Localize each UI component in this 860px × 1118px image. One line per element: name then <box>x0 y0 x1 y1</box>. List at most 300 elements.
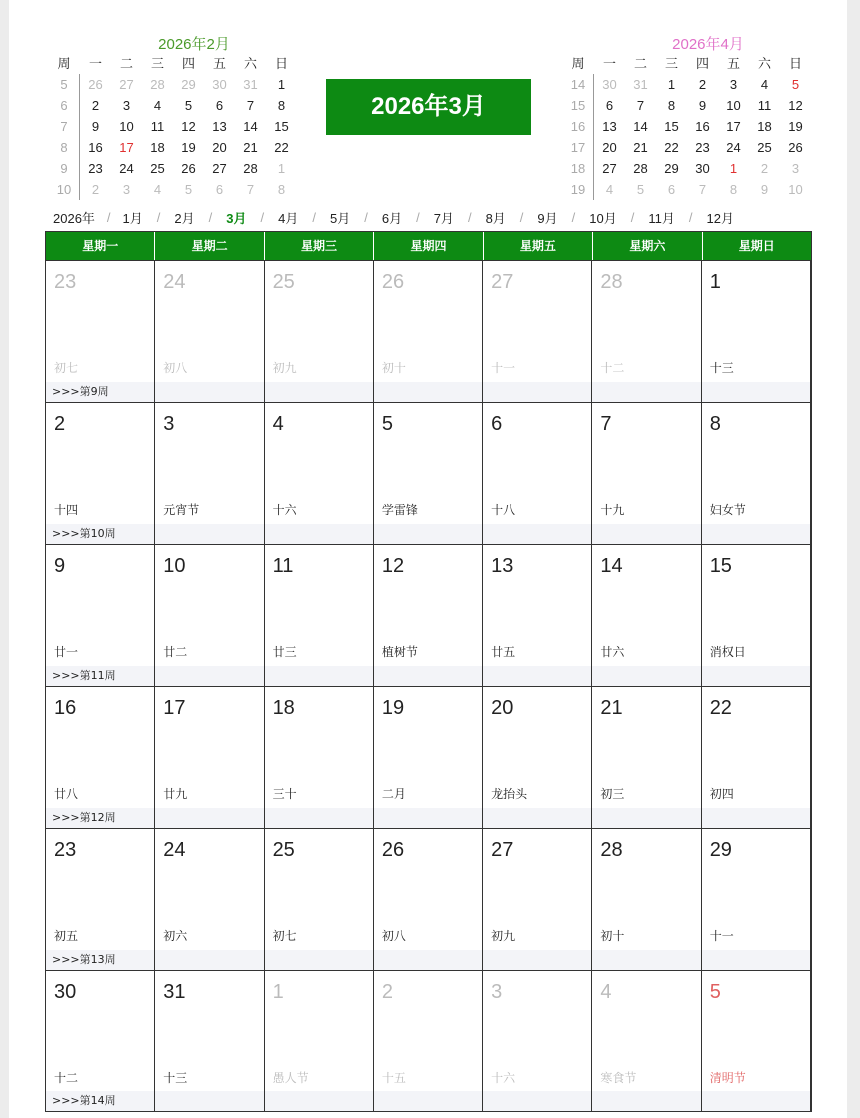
week-row <box>46 545 811 687</box>
mini-day[interactable]: 31 <box>243 77 258 92</box>
day-cell[interactable] <box>374 971 483 1111</box>
mini-day[interactable]: 29 <box>181 77 196 92</box>
day-cell[interactable] <box>592 687 701 828</box>
lunar-date: 初十 <box>600 929 625 943</box>
mini-week-row <box>563 158 811 179</box>
day-cell[interactable] <box>155 971 264 1111</box>
mini-weekday-label: 六 <box>243 56 257 71</box>
lunar-date: 廿一 <box>54 645 79 659</box>
day-cell[interactable] <box>46 687 155 828</box>
week-strip <box>265 382 373 402</box>
week-strip <box>592 950 700 970</box>
week-strip <box>265 666 373 686</box>
day-number: 31 <box>163 981 186 1003</box>
mini-day[interactable]: 21 <box>633 140 648 155</box>
day-cell[interactable] <box>702 687 811 828</box>
day-number: 22 <box>709 697 732 719</box>
lunar-date: 初十 <box>381 361 406 375</box>
month-calendar <box>45 231 812 1112</box>
day-cell[interactable] <box>483 687 592 828</box>
mini-calendar-prev-title[interactable]: 2026年2月 <box>158 36 230 53</box>
mini-day[interactable]: 9 <box>91 119 100 134</box>
mini-week-number: 9 <box>49 158 80 179</box>
day-cell[interactable] <box>46 829 155 970</box>
mini-week-number: 19 <box>563 179 594 200</box>
mini-day[interactable]: 7 <box>246 98 255 113</box>
lunar-date: 十三 <box>709 361 734 375</box>
mini-day[interactable]: 26 <box>788 140 803 155</box>
mini-week-number: 14 <box>563 74 594 95</box>
week-strip <box>155 524 263 544</box>
day-number: 3 <box>491 981 503 1003</box>
lunar-date: 廿八 <box>54 787 79 801</box>
day-cell[interactable] <box>46 545 155 686</box>
day-number: 20 <box>491 697 514 719</box>
mini-day[interactable]: 2 <box>698 77 707 92</box>
mini-day[interactable]: 10 <box>788 182 803 197</box>
day-cell[interactable] <box>702 971 811 1111</box>
mini-day[interactable]: 1 <box>277 77 286 92</box>
lunar-date: 三十 <box>272 787 297 801</box>
mini-day[interactable]: 16 <box>88 140 103 155</box>
mini-weekday-label: 一 <box>602 56 616 71</box>
day-number: 9 <box>54 555 66 577</box>
mini-day[interactable]: 28 <box>243 161 258 176</box>
day-cell[interactable] <box>265 687 374 828</box>
day-number: 8 <box>709 413 721 435</box>
mini-day[interactable]: 6 <box>215 98 224 113</box>
week-strip <box>592 1091 700 1111</box>
lunar-date: 廿二 <box>163 645 188 659</box>
mini-weekday-label: 日 <box>788 56 802 71</box>
month-navigation <box>53 207 813 227</box>
mini-weekday-label: 五 <box>726 56 740 71</box>
lunar-date: 初三 <box>600 787 625 801</box>
lunar-date: 消权日 <box>709 645 746 659</box>
mini-weekday-label: 二 <box>119 56 133 71</box>
day-number: 6 <box>491 413 503 435</box>
mini-week-row <box>563 74 811 95</box>
nav-month-link[interactable]: 11月 <box>648 210 675 226</box>
mini-day[interactable]: 4 <box>153 182 162 197</box>
weekday-header: 星期四 <box>374 232 483 260</box>
mini-day[interactable]: 21 <box>243 140 258 155</box>
lunar-date: 初八 <box>163 361 188 375</box>
week-strip <box>374 1091 482 1111</box>
lunar-date: 廿六 <box>600 645 625 659</box>
lunar-date: 十二 <box>54 1071 79 1085</box>
mini-weekday-label: 四 <box>695 56 709 71</box>
nav-separator: / <box>208 209 213 225</box>
mini-weekday-row <box>563 53 811 74</box>
nav-month-link[interactable]: 2月 <box>174 210 195 226</box>
day-cell[interactable] <box>265 545 374 686</box>
day-cell[interactable] <box>483 403 592 544</box>
mini-week-row <box>563 95 811 116</box>
day-number: 25 <box>272 839 295 861</box>
nav-separator: / <box>467 209 472 225</box>
mini-day[interactable]: 18 <box>150 140 165 155</box>
mini-week-row <box>49 158 297 179</box>
day-cell[interactable] <box>702 545 811 686</box>
day-cell[interactable] <box>483 971 592 1111</box>
day-number: 7 <box>600 413 612 435</box>
mini-day[interactable]: 6 <box>215 182 224 197</box>
lunar-date: 十六 <box>272 503 297 517</box>
mini-week-number: 7 <box>49 116 80 137</box>
week-strip <box>702 524 810 544</box>
week-strip <box>155 382 263 402</box>
mini-day[interactable]: 23 <box>695 140 710 155</box>
mini-day[interactable]: 27 <box>119 77 134 92</box>
lunar-date: 廿五 <box>491 645 516 659</box>
week-strip <box>374 524 482 544</box>
nav-month-link[interactable]: 7月 <box>433 210 454 226</box>
mini-day[interactable]: 3 <box>122 98 131 113</box>
mini-day[interactable]: 2 <box>91 98 100 113</box>
mini-day[interactable]: 17 <box>119 140 134 155</box>
week-number-label: >>>第10周 <box>52 527 116 540</box>
page-title: 2026年3月 <box>326 79 531 135</box>
week-number-label: >>>第12周 <box>52 811 116 824</box>
week-strip <box>155 950 263 970</box>
day-cell[interactable] <box>592 829 701 970</box>
lunar-date: 妇女节 <box>709 503 746 517</box>
mini-day[interactable]: 24 <box>119 161 134 176</box>
mini-weekday-label: 五 <box>212 56 226 71</box>
mini-day[interactable]: 8 <box>277 98 286 113</box>
mini-day[interactable]: 10 <box>119 119 134 134</box>
mini-day[interactable]: 11 <box>757 98 772 113</box>
mini-week-number: 6 <box>49 95 80 116</box>
mini-weekday-label: 六 <box>757 56 771 71</box>
week-row <box>46 971 811 1112</box>
mini-calendar-prev-grid <box>49 53 297 200</box>
mini-week-row <box>563 116 811 137</box>
day-number: 18 <box>272 697 295 719</box>
mini-weekday-label: 一 <box>88 56 102 71</box>
mini-day[interactable]: 12 <box>181 119 196 134</box>
day-cell[interactable] <box>265 403 374 544</box>
mini-day[interactable]: 4 <box>760 77 769 92</box>
mini-week-row <box>49 137 297 158</box>
nav-month-link[interactable]: 4月 <box>278 210 299 226</box>
mini-week-number: 10 <box>49 179 80 200</box>
mini-week-number: 17 <box>563 137 594 158</box>
day-cell[interactable] <box>702 403 811 544</box>
day-number: 1 <box>272 981 284 1003</box>
week-strip <box>265 524 373 544</box>
lunar-date: 十一 <box>491 361 516 375</box>
week-strip <box>483 382 591 402</box>
mini-weekday-label: 三 <box>664 56 678 71</box>
mini-day[interactable]: 22 <box>664 140 679 155</box>
mini-week-row <box>563 179 811 200</box>
week-strip <box>592 382 700 402</box>
mini-day[interactable]: 3 <box>791 161 800 176</box>
calendar-body <box>45 261 812 1112</box>
mini-day[interactable]: 18 <box>757 119 772 134</box>
lunar-date: 初五 <box>54 929 79 943</box>
mini-day[interactable]: 5 <box>791 77 800 92</box>
day-cell[interactable] <box>483 545 592 686</box>
mini-week-number: 8 <box>49 137 80 158</box>
mini-weekday-label: 三 <box>150 56 164 71</box>
mini-day[interactable]: 25 <box>150 161 165 176</box>
mini-day[interactable]: 26 <box>181 161 196 176</box>
day-number: 24 <box>163 271 186 293</box>
day-cell[interactable] <box>374 545 483 686</box>
mini-day[interactable]: 20 <box>212 140 227 155</box>
lunar-date: 廿三 <box>272 645 297 659</box>
day-cell[interactable] <box>592 261 701 402</box>
mini-day[interactable]: 15 <box>274 119 289 134</box>
mini-day[interactable]: 9 <box>760 182 769 197</box>
mini-day[interactable]: 1 <box>277 161 286 176</box>
week-number-label: >>>第13周 <box>52 953 116 966</box>
day-number: 27 <box>491 271 514 293</box>
mini-day[interactable]: 30 <box>602 77 617 92</box>
day-cell[interactable] <box>265 971 374 1111</box>
mini-day[interactable]: 7 <box>246 182 255 197</box>
mini-day[interactable]: 3 <box>122 182 131 197</box>
lunar-date: 二月 <box>381 787 406 801</box>
week-strip <box>702 808 810 828</box>
nav-separator: / <box>260 209 265 225</box>
nav-month-link[interactable]: 9月 <box>537 210 558 226</box>
week-strip <box>483 666 591 686</box>
day-number: 10 <box>163 555 186 577</box>
day-number: 29 <box>709 839 732 861</box>
mini-day[interactable]: 14 <box>243 119 258 134</box>
mini-day[interactable]: 5 <box>636 182 645 197</box>
weekday-header: 星期五 <box>484 232 593 260</box>
day-cell[interactable] <box>374 403 483 544</box>
mini-calendar-next-grid <box>563 53 811 200</box>
mini-day[interactable]: 10 <box>726 98 741 113</box>
week-strip <box>592 808 700 828</box>
calendar-page <box>9 0 847 1118</box>
mini-day[interactable]: 16 <box>695 119 710 134</box>
mini-day[interactable]: 19 <box>181 140 196 155</box>
day-cell[interactable] <box>46 403 155 544</box>
nav-year[interactable]: 2026年 <box>53 210 95 226</box>
day-cell[interactable] <box>265 829 374 970</box>
mini-day[interactable]: 1 <box>667 77 676 92</box>
nav-separator: / <box>106 209 111 225</box>
week-strip <box>483 950 591 970</box>
day-cell[interactable] <box>155 545 264 686</box>
mini-day[interactable]: 6 <box>605 98 614 113</box>
mini-day[interactable]: 23 <box>88 161 103 176</box>
lunar-date: 植树节 <box>381 645 418 659</box>
mini-week-number: 15 <box>563 95 594 116</box>
lunar-date: 龙抬头 <box>491 787 528 801</box>
lunar-date: 寒食节 <box>600 1071 637 1085</box>
mini-weekday-label: 日 <box>274 56 288 71</box>
day-number: 30 <box>54 981 77 1003</box>
mini-day[interactable]: 3 <box>729 77 738 92</box>
day-number: 26 <box>381 271 405 293</box>
mini-day[interactable]: 27 <box>602 161 617 176</box>
mini-day[interactable]: 30 <box>212 77 227 92</box>
nav-month-link[interactable]: 3月 <box>226 210 247 226</box>
day-number: 19 <box>381 697 405 719</box>
day-cell[interactable] <box>155 829 264 970</box>
day-cell[interactable] <box>592 971 701 1111</box>
mini-day[interactable]: 6 <box>667 182 676 197</box>
mini-day[interactable]: 2 <box>760 161 769 176</box>
day-cell[interactable] <box>155 261 264 402</box>
nav-month-link[interactable]: 5月 <box>329 210 351 226</box>
day-cell[interactable] <box>374 829 483 970</box>
mini-day[interactable]: 28 <box>633 161 648 176</box>
lunar-date: 元宵节 <box>163 503 200 517</box>
week-strip <box>155 1091 263 1111</box>
lunar-date: 十五 <box>381 1071 406 1085</box>
mini-day[interactable]: 20 <box>602 140 617 155</box>
week-number-label: >>>第9周 <box>52 385 109 398</box>
lunar-date: 廿九 <box>163 787 188 801</box>
mini-day[interactable]: 14 <box>633 119 648 134</box>
day-number: 21 <box>600 697 623 719</box>
day-number: 2 <box>54 413 66 435</box>
mini-weekday-row <box>49 53 297 74</box>
mini-day[interactable]: 13 <box>212 119 227 134</box>
day-number: 1 <box>709 271 721 293</box>
nav-month-link[interactable]: 12月 <box>706 210 734 226</box>
mini-day[interactable]: 8 <box>729 182 738 197</box>
day-cell[interactable] <box>265 261 374 402</box>
mini-day[interactable]: 8 <box>667 98 676 113</box>
week-strip <box>702 382 810 402</box>
mini-day[interactable]: 28 <box>150 77 165 92</box>
mini-day[interactable]: 29 <box>664 161 679 176</box>
mini-day[interactable]: 5 <box>184 182 193 197</box>
day-cell[interactable] <box>46 971 155 1111</box>
day-number: 28 <box>600 271 623 293</box>
day-number: 24 <box>163 839 186 861</box>
mini-week-row <box>49 95 297 116</box>
mini-day[interactable]: 26 <box>88 77 103 92</box>
mini-day[interactable]: 31 <box>633 77 648 92</box>
nav-month-link[interactable]: 6月 <box>381 210 403 226</box>
mini-week-number: 18 <box>563 158 594 179</box>
lunar-date: 十九 <box>600 503 625 517</box>
day-cell[interactable] <box>374 687 483 828</box>
day-cell[interactable] <box>155 403 264 544</box>
mini-day[interactable]: 13 <box>602 119 617 134</box>
day-number: 5 <box>709 981 721 1003</box>
week-strip <box>483 808 591 828</box>
weekday-header: 星期六 <box>593 232 702 260</box>
nav-month-link[interactable]: 10月 <box>589 210 617 226</box>
day-number: 27 <box>491 839 514 861</box>
mini-calendar-next-title[interactable]: 2026年4月 <box>672 36 744 53</box>
day-cell[interactable] <box>374 261 483 402</box>
mini-day[interactable]: 22 <box>274 140 289 155</box>
week-strip <box>702 950 810 970</box>
week-strip <box>483 524 591 544</box>
week-strip <box>702 1091 810 1111</box>
lunar-date: 初九 <box>491 929 516 943</box>
mini-day[interactable]: 7 <box>636 98 645 113</box>
lunar-date: 十八 <box>491 503 516 517</box>
mini-week-row <box>563 137 811 158</box>
week-number-label: >>>第14周 <box>52 1094 116 1107</box>
mini-day[interactable]: 9 <box>698 98 707 113</box>
mini-day[interactable]: 19 <box>788 119 803 134</box>
mini-day[interactable]: 11 <box>150 119 165 134</box>
week-row <box>46 403 811 545</box>
mini-day[interactable]: 24 <box>726 140 741 155</box>
lunar-date: 初六 <box>163 929 188 943</box>
day-cell[interactable] <box>483 829 592 970</box>
lunar-date: 初九 <box>272 361 297 375</box>
lunar-date: 十一 <box>709 929 734 943</box>
mini-day[interactable]: 4 <box>605 182 614 197</box>
day-cell[interactable] <box>702 829 811 970</box>
nav-separator: / <box>688 209 693 225</box>
day-cell[interactable] <box>483 261 592 402</box>
nav-separator: / <box>519 209 524 225</box>
week-strip <box>155 808 263 828</box>
lunar-date: 初七 <box>54 361 79 375</box>
day-cell[interactable] <box>702 261 811 402</box>
day-number: 17 <box>163 697 186 719</box>
lunar-date: 清明节 <box>709 1071 746 1085</box>
day-cell[interactable] <box>155 687 264 828</box>
week-strip <box>374 808 482 828</box>
mini-day[interactable]: 25 <box>757 140 772 155</box>
week-strip <box>265 1091 373 1111</box>
mini-day[interactable]: 2 <box>91 182 100 197</box>
mini-day[interactable]: 27 <box>212 161 227 176</box>
mini-day[interactable]: 17 <box>726 119 741 134</box>
mini-day[interactable]: 12 <box>788 98 803 113</box>
day-cell[interactable] <box>46 261 155 402</box>
mini-day[interactable]: 7 <box>698 182 707 197</box>
day-number: 3 <box>163 413 175 435</box>
day-number: 4 <box>600 981 612 1003</box>
nav-month-link[interactable]: 1月 <box>122 210 143 226</box>
day-cell[interactable] <box>592 545 701 686</box>
mini-day[interactable]: 8 <box>277 182 286 197</box>
day-cell[interactable] <box>592 403 701 544</box>
mini-weekday-label: 四 <box>181 56 195 71</box>
mini-day[interactable]: 4 <box>153 98 162 113</box>
day-number: 14 <box>600 555 623 577</box>
day-number: 16 <box>54 697 77 719</box>
nav-separator: / <box>364 209 368 225</box>
week-row <box>46 261 811 403</box>
weekday-header: 星期二 <box>155 232 264 260</box>
lunar-date: 学雷锋 <box>381 503 418 517</box>
week-row <box>46 687 811 829</box>
mini-week-number: 16 <box>563 116 594 137</box>
day-number: 26 <box>381 839 405 861</box>
mini-day[interactable]: 30 <box>695 161 710 176</box>
lunar-date: 十四 <box>54 503 79 517</box>
lunar-date: 初八 <box>381 929 406 943</box>
mini-day[interactable]: 1 <box>729 161 738 176</box>
mini-week-row <box>49 116 297 137</box>
lunar-date: 十三 <box>163 1071 188 1085</box>
nav-month-link[interactable]: 8月 <box>485 210 506 226</box>
week-strip <box>483 1091 591 1111</box>
mini-day[interactable]: 5 <box>184 98 193 113</box>
mini-day[interactable]: 15 <box>664 119 679 134</box>
